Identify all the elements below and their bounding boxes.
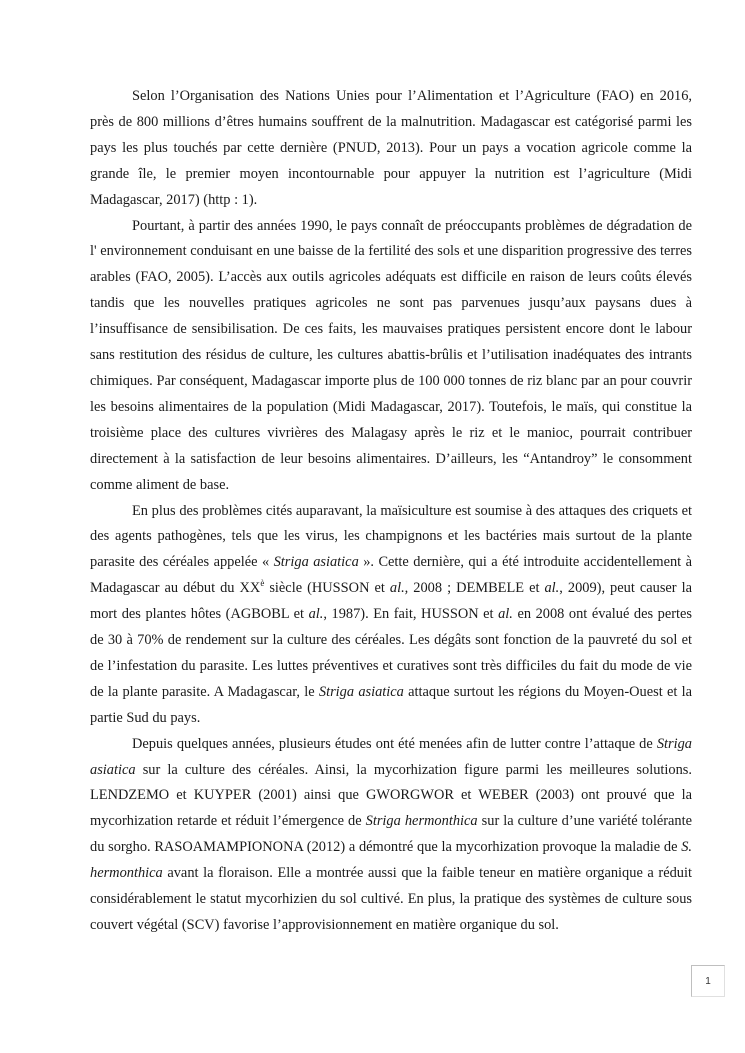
text-run: sur la culture des céréales. Ainsi, la mycorhization figure parmi les meilleures solutions. LENDZEMO et KUYPER (2001) ainsi que GWORGWOR et WEBER (2003) ont prouvé que la mycorhization retarde et réduit l’émergence de xyxy=(90,761,692,830)
text-run: siècle (HUSSON et xyxy=(264,580,390,597)
italic-text: al., xyxy=(389,580,409,597)
italic-text: Striga asiatica xyxy=(273,554,359,571)
document-body xyxy=(90,84,692,939)
text-run: attaque surtout les régions du Moyen-Ouest et la partie Sud du pays. xyxy=(90,683,692,726)
italic-text: al. xyxy=(498,606,513,623)
page-number-box xyxy=(691,965,725,997)
text-run: Selon l’Organisation des Nations Unies pour l’Alimentation et l’Agriculture (FAO) en 2016, près de 800 millions d’êtres humains souffrent de la malnutrition. Madagascar est catégorisé parmi les pays les plus touchés par cette dernière (PNUD, 2013). Pour un pays a vocation agricole comme la grande île, le premier moyen incontournable pour appuyer la nutrition est l’agriculture (Midi Madagascar, 2017) (http : 1). xyxy=(90,88,692,208)
paragraph xyxy=(90,84,692,214)
text-run: sur la culture d’une variété tolérante du sorgho. RASOAMAMPIONONA (2012) a démontré que la mycorhization provoque la maladie de xyxy=(90,813,692,856)
text-run: , 2009), peut causer la mort des plantes hôtes (AGBOBL et xyxy=(90,580,693,623)
text-run: Pourtant, à partir des années 1990, le pays connaît de préoccupants problèmes de dégradation de l' environnement conduisant en une baisse de la fertilité des sols et une disparition progressive des terres arables (FAO, 2005). L’accès aux outils agricoles adéquats est difficile en raison de leurs coûts élevés tandis que les nouvelles pratiques agricoles ne sont pas parvenues jusqu’aux paysans dues à l’insuffisance de sensibilisation. De ces faits, les mauvaises pratiques persistent encore dont le labour sans restitution des résidus de culture, les cultures abattis-brûlis et l’utilisation inadéquates des intrants chimiques. Par conséquent, Madagascar importe plus de 100 000 tonnes de riz blanc par an pour couvrir les besoins alimentaires de la population (Midi Madagascar, 2017). Toutefois, le maïs, qui constitue la troisième place des cultures vivrières des Malagasy après le riz et le manioc, pourrait contribuer directement à la satisfaction de leur besoins alimentaires. D’ailleurs, les “Antandroy” le consomment comme aliment de base. xyxy=(90,217,692,493)
italic-text: S. hermonthica xyxy=(90,839,692,882)
superscript-text: è xyxy=(260,578,265,589)
page-number: 1 xyxy=(705,975,711,987)
italic-text: Striga asiatica xyxy=(90,735,692,778)
paragraph xyxy=(90,214,692,499)
text-run: Depuis quelques années, plusieurs études ont été menées afin de lutter contre l’attaque de xyxy=(132,735,657,752)
italic-text: al. xyxy=(308,606,324,623)
paragraph xyxy=(90,732,692,939)
paragraph xyxy=(90,499,692,732)
text-run: ». Cette dernière, qui a été introduite accidentellement à Madagascar au début du XX xyxy=(90,554,692,597)
text-run: en 2008 ont évalué des pertes de 30 à 70% de rendement sur la culture des céréales. Les dégâts sont fonction de la pauvreté du sol et de l’infestation du parasite. Les luttes préventives et curatives sont très difficiles du fait du mode de vie de la plante parasite. A Madagascar, le xyxy=(90,606,693,700)
italic-text: Striga asiatica xyxy=(318,683,404,700)
text-run: En plus des problèmes cités auparavant, la maïsiculture est soumise à des attaques des criquets et des agents pathogènes, tels que les virus, les champignons et les bactéries mais surtout de la plante parasite des céréales appelée « xyxy=(90,502,692,571)
italic-text: Striga hermonthica xyxy=(365,813,478,830)
text-run: , 1987). En fait, HUSSON et xyxy=(323,606,499,623)
text-run: avant la floraison. Elle a montrée aussi que la faible teneur en matière organique a réduit considérablement le statut mycorhizien du sol cultivé. En plus, la pratique des systèmes de culture sous couvert végétal (SCV) favorise l’approvisionnement en matière organique du sol. xyxy=(90,865,692,933)
text-run: 2008 ; DEMBELE et xyxy=(408,580,545,597)
italic-text: al. xyxy=(544,580,560,597)
